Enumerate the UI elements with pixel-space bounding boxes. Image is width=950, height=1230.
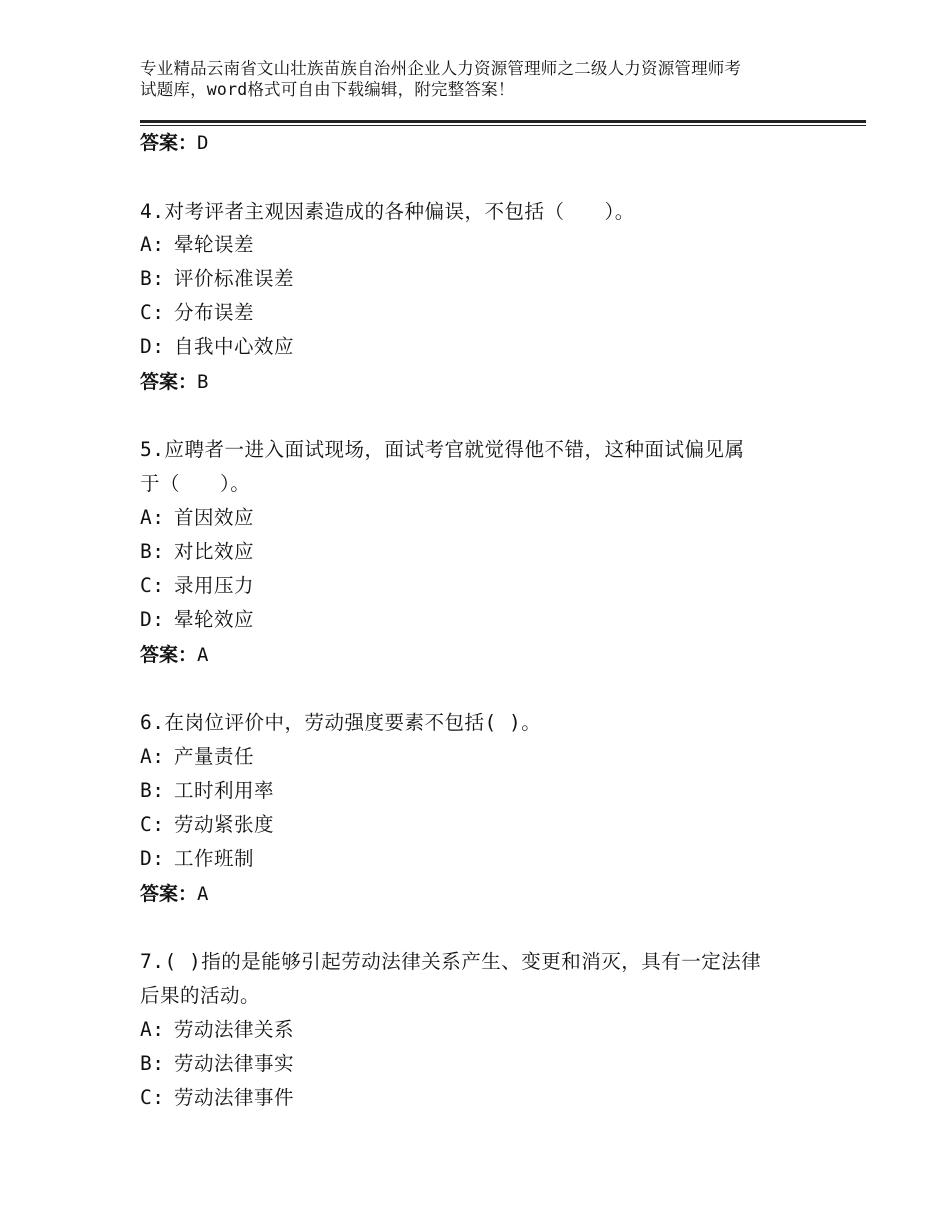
- option-letter: C:: [140, 813, 165, 836]
- question-6-option-a: [140, 744, 254, 770]
- question-7-option-a: [140, 1017, 294, 1043]
- question-4-option-b: [140, 266, 294, 292]
- option-text: 劳动法律关系: [174, 1018, 295, 1041]
- question-6-option-c: [140, 812, 274, 838]
- answer-value: A: [197, 644, 209, 666]
- header-divider-thick: [140, 120, 866, 123]
- question-6-answer: [140, 881, 208, 907]
- document-header: [140, 58, 830, 100]
- answer-prev: [140, 130, 208, 156]
- answer-label: 答案：: [140, 644, 198, 666]
- option-letter: D:: [140, 847, 165, 870]
- option-letter: C:: [140, 301, 165, 324]
- option-text: 晕轮误差: [174, 233, 255, 256]
- question-7-stem-line-2: 后果的活动。: [140, 984, 261, 1007]
- question-4-answer: [140, 369, 208, 395]
- option-text: 劳动紧张度: [174, 813, 275, 836]
- question-4-option-d: [140, 334, 294, 360]
- question-5-option-c: [140, 573, 254, 599]
- option-text: 工时利用率: [174, 779, 275, 802]
- answer-value: B: [197, 371, 209, 393]
- question-4-option-a: [140, 232, 254, 258]
- option-text: 产量责任: [174, 745, 255, 768]
- option-text: 工作班制: [174, 847, 255, 870]
- answer-value: A: [197, 883, 209, 905]
- option-text: 劳动法律事件: [174, 1086, 295, 1109]
- option-letter: B:: [140, 267, 165, 290]
- question-4-stem: 4.对考评者主观因素造成的各种偏误，不包括（ ）。: [140, 200, 635, 223]
- question-6-option-d: [140, 846, 254, 872]
- answer-label: 答案：: [140, 883, 198, 905]
- option-letter: A:: [140, 745, 165, 768]
- option-text: 录用压力: [174, 574, 255, 597]
- answer-label: 答案：: [140, 371, 198, 393]
- question-5-answer: [140, 642, 208, 668]
- option-text: 劳动法律事实: [174, 1052, 295, 1075]
- question-7-option-b: [140, 1051, 294, 1077]
- question-5-option-b: [140, 539, 254, 565]
- header-divider-thin: [140, 125, 866, 126]
- question-5-option-a: [140, 505, 254, 531]
- question-4-option-c: [140, 300, 254, 326]
- question-6-option-b: [140, 778, 274, 804]
- question-5-stem-line-2: 于（ ）。: [140, 472, 251, 495]
- option-letter: B:: [140, 1052, 165, 1075]
- question-5-stem-line-1: 5.应聘者一进入面试现场，面试考官就觉得他不错，这种面试偏见属: [140, 438, 745, 461]
- option-letter: A:: [140, 233, 165, 256]
- option-text: 评价标准误差: [174, 267, 295, 290]
- question-7-stem-line-1: 7.( )指的是能够引起劳动法律关系产生、变更和消灭，具有一定法律: [140, 950, 762, 973]
- option-letter: C:: [140, 1086, 165, 1109]
- option-letter: D:: [140, 608, 165, 631]
- option-letter: B:: [140, 540, 165, 563]
- option-letter: A:: [140, 1018, 165, 1041]
- option-letter: A:: [140, 506, 165, 529]
- question-6-stem: 6.在岗位评价中，劳动强度要素不包括( )。: [140, 711, 542, 734]
- answer-label: 答案：: [140, 132, 198, 154]
- option-text: 自我中心效应: [174, 335, 295, 358]
- option-text: 首因效应: [174, 506, 255, 529]
- option-text: 晕轮效应: [174, 608, 255, 631]
- question-7-option-c: [140, 1085, 294, 1111]
- option-text: 分布误差: [174, 301, 255, 324]
- header-line-2: 试题库，word格式可自由下载编辑，附完整答案！: [140, 80, 515, 99]
- answer-value: D: [197, 132, 209, 154]
- question-5-option-d: [140, 607, 254, 633]
- option-letter: C:: [140, 574, 165, 597]
- option-letter: B:: [140, 779, 165, 802]
- option-letter: D:: [140, 335, 165, 358]
- header-line-1: 专业精品云南省文山壮族苗族自治州企业人力资源管理师之二级人力资源管理师考: [140, 59, 742, 78]
- option-text: 对比效应: [174, 540, 255, 563]
